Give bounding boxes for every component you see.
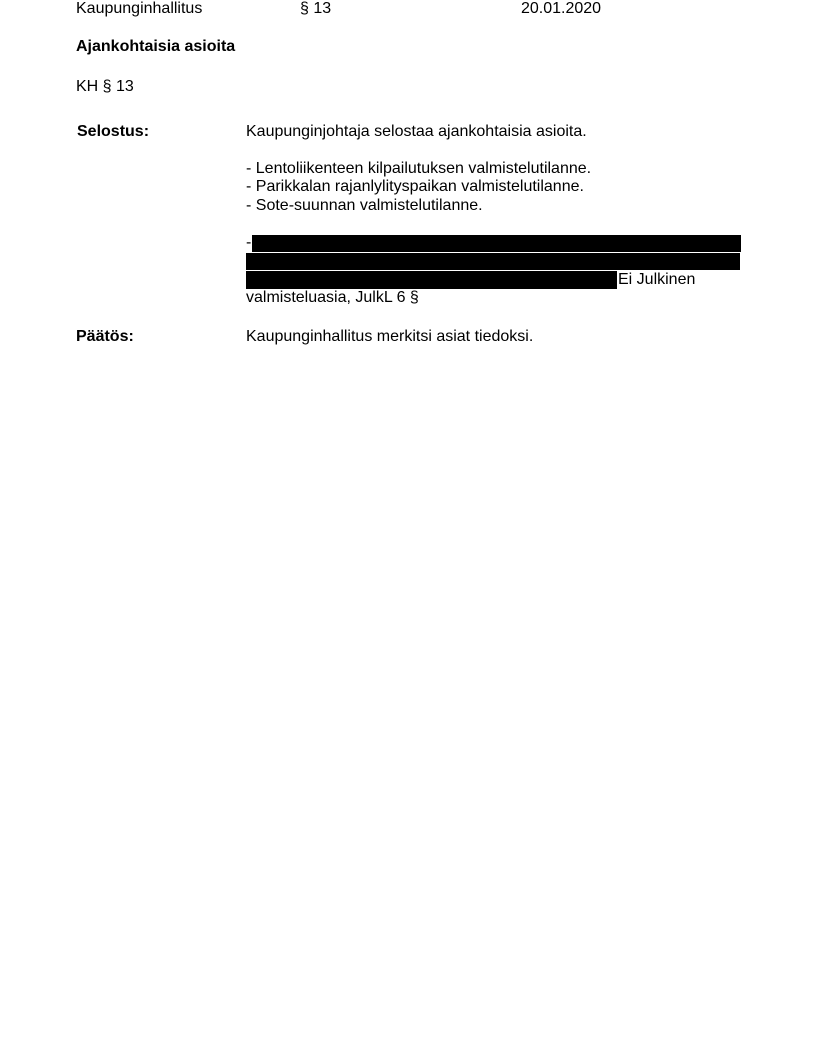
section-reference: KH § 13: [76, 78, 134, 95]
list-item: - Lentoliikenteen kilpailutuksen valmistelutilanne.: [246, 160, 592, 177]
header-body-name: Kaupunginhallitus: [76, 0, 203, 17]
paatos-text: Kaupunginhallitus merkitsi asiat tiedoksi.: [246, 328, 534, 345]
redaction-bar: [252, 235, 741, 252]
redaction-bar: [246, 271, 617, 289]
paatos-label: Päätös:: [76, 328, 134, 345]
confidential-label: Ei Julkinen: [618, 271, 696, 288]
confidentiality-note: valmisteluasia, JulkL 6 §: [246, 289, 419, 306]
list-item: - Parikkalan rajanlylityspaikan valmistelutilanne.: [246, 178, 584, 195]
list-item: - Sote-suunnan valmistelutilanne.: [246, 197, 483, 214]
redaction-bar: [246, 253, 740, 270]
header-section-number: § 13: [300, 0, 332, 17]
selostus-intro: Kaupunginjohtaja selostaa ajankohtaisia asioita.: [246, 123, 587, 140]
redacted-item-dash: -: [246, 234, 252, 251]
header-date: 20.01.2020: [521, 0, 602, 17]
document-title: Ajankohtaisia asioita: [76, 38, 236, 55]
selostus-label: Selostus:: [77, 123, 150, 140]
